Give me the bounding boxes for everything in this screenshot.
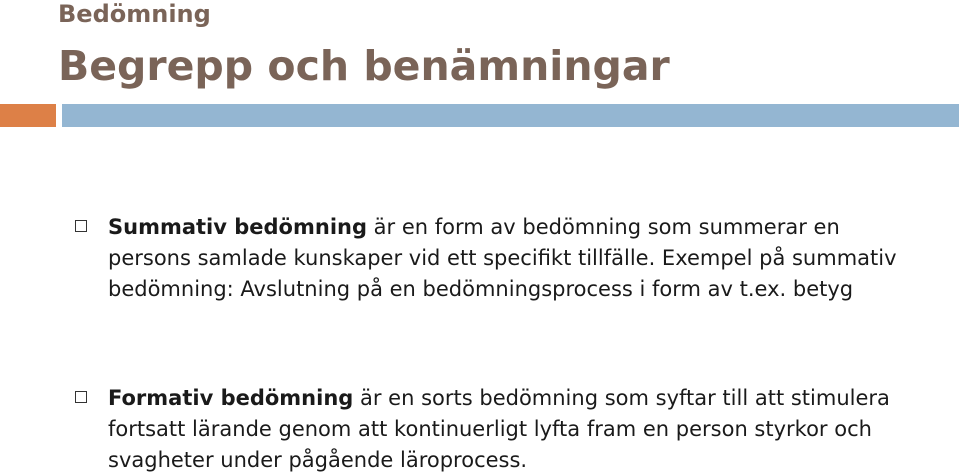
bullet-summativ [108,212,928,305]
hollow-square-icon [75,391,87,403]
slide-subtitle: Bedömning [58,0,211,28]
bullet-formativ [108,383,928,476]
slide-title: Begrepp och benämningar [58,42,670,90]
accent-bar-left [0,104,56,127]
accent-bar-right [62,104,959,127]
bullet-text: är en form av bedömning som summerar en persons samlade kunskaper vid ett specifikt tillfälle. Exempel på summativ bedömning: Avslutning på en bedömningsprocess i form av t.ex. betyg [108,215,897,301]
bullet-term: Summativ bedömning [108,215,367,239]
hollow-square-icon [75,220,87,232]
bullet-text: är en sorts bedömning som syftar till att stimulera fortsatt lärande genom att kontinuerligt lyfta fram en person styrkor och svagheter under pågående läroprocess. [108,386,890,472]
bullet-term: Formativ bedömning [108,386,354,410]
